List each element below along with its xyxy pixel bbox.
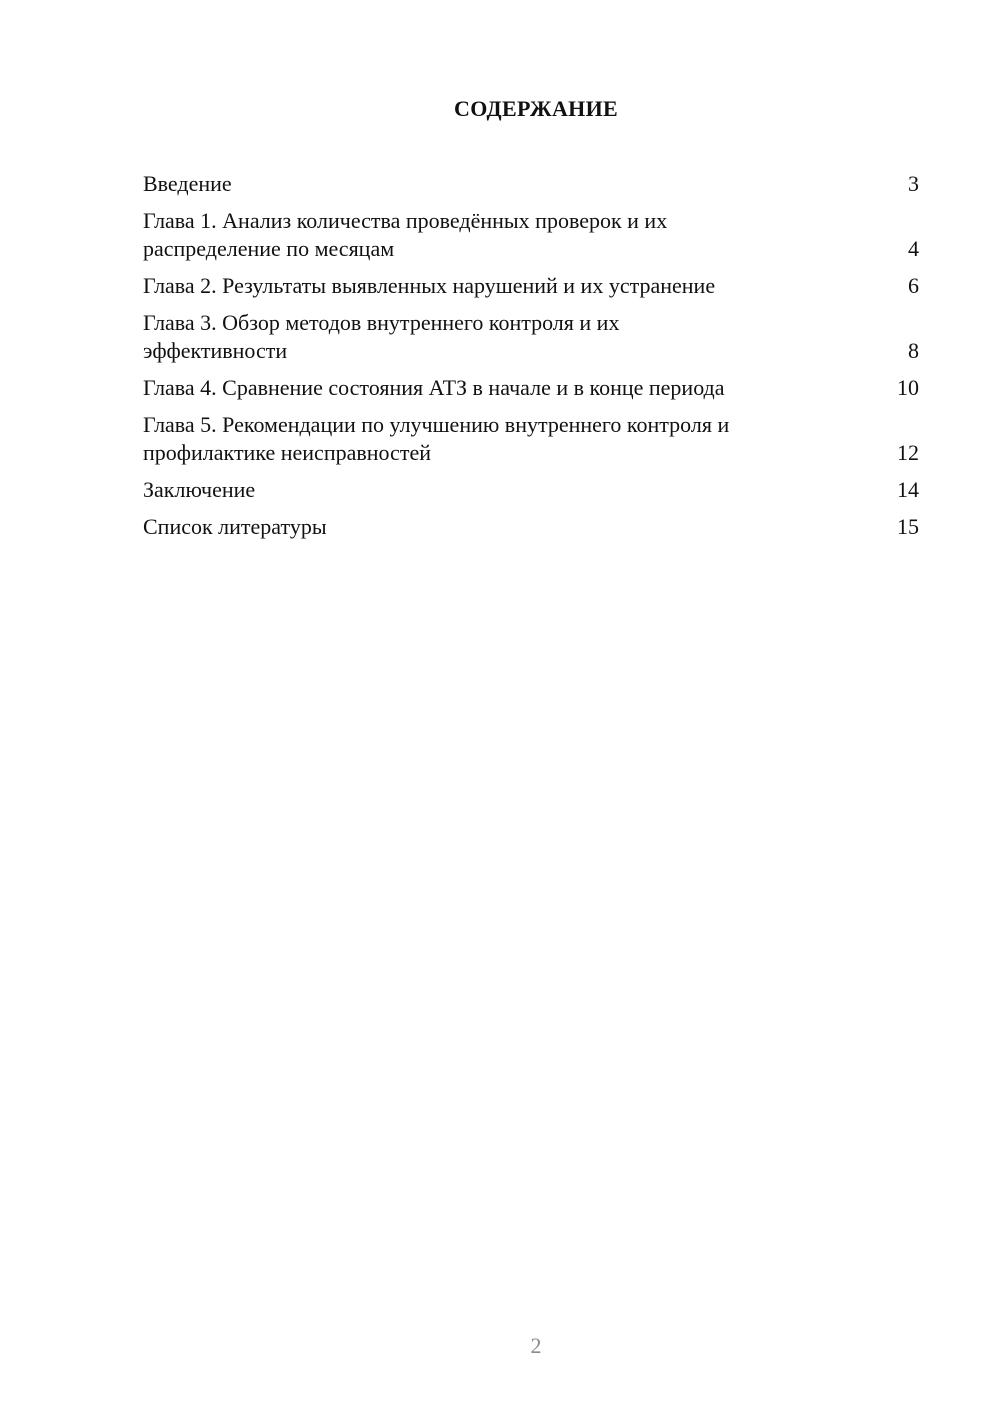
toc-entry-text: Глава 2. Результаты выявленных нарушений и их устранение: [143, 273, 716, 298]
toc-entry-chapter-1: [143, 207, 919, 263]
toc-entry-text: Введение: [143, 171, 232, 196]
page-title: СОДЕРЖАНИЕ: [454, 96, 618, 121]
toc-entry-text: Глава 1. Анализ количества проведённых проверок и их распределение по месяцам: [143, 208, 668, 261]
toc-entry-introduction: [143, 170, 919, 198]
toc-entry-page: 10: [897, 375, 919, 400]
toc-entry-text: Глава 4. Сравнение состояния АТЗ в начале и в конце периода: [143, 375, 725, 400]
toc-entry-text: Глава 3. Обзор методов внутреннего контроля и их эффективности: [143, 310, 620, 363]
toc-entry-chapter-4: [143, 374, 919, 402]
toc-entry-page: 8: [908, 338, 919, 363]
toc-entry-text: Список литературы: [143, 514, 327, 539]
toc-entry-text: Глава 5. Рекомендации по улучшению внутреннего контроля и профилактике неисправностей: [143, 412, 730, 465]
page-number: 2: [530, 1333, 542, 1358]
toc-entry-page: 14: [897, 477, 919, 502]
toc-entry-conclusion: [143, 476, 919, 504]
toc-entry-references: [143, 513, 919, 541]
toc-entry-chapter-2: [143, 272, 919, 300]
toc-entry-page: 4: [908, 236, 919, 261]
toc-entry-page: 3: [908, 171, 919, 196]
table-of-contents: [143, 170, 919, 550]
toc-entry-chapter-3: [143, 309, 919, 365]
toc-entry-text: Заключение: [143, 477, 256, 502]
toc-entry-page: 12: [897, 440, 919, 465]
toc-entry-page: 6: [908, 273, 919, 298]
toc-entry-page: 15: [897, 514, 919, 539]
toc-entry-chapter-5: [143, 411, 919, 467]
